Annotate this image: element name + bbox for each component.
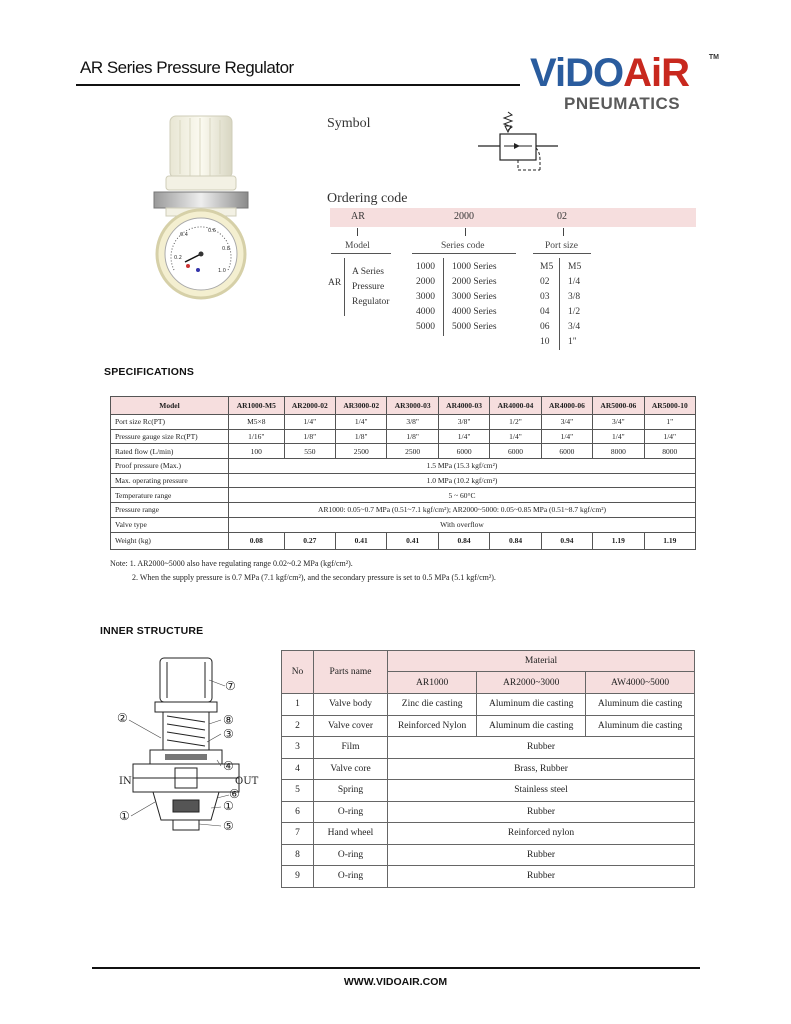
table-row xyxy=(282,801,695,823)
spec-row-rated-flow xyxy=(111,444,696,459)
spec-row-label: Proof pressure (Max.) xyxy=(111,459,229,474)
spec-cell: 1/8" xyxy=(387,429,438,444)
spec-header-cell: AR2000-02 xyxy=(284,397,335,415)
spec-row-proof-pressure xyxy=(111,459,696,474)
ordering-model-name-1: A Series xyxy=(352,267,384,277)
table-row xyxy=(282,737,695,759)
spec-cell: M5×8 xyxy=(229,415,285,430)
materials-header-row-1 xyxy=(282,651,695,672)
spec-cell: 1/4" xyxy=(490,429,541,444)
materials-subheader: AW4000~5000 xyxy=(586,672,695,694)
ordering-code-rule-model xyxy=(331,253,391,254)
spec-row-label: Port size Rc(PT) xyxy=(111,415,229,430)
specifications-title: SPECIFICATIONS xyxy=(104,366,195,378)
spec-header-row xyxy=(111,397,696,415)
callout-3: ③ xyxy=(223,727,234,741)
spec-cell: 1.0 MPa (10.2 kgf/cm²) xyxy=(229,473,696,488)
series-code: 3000 xyxy=(416,292,435,302)
spec-cell: 3/4" xyxy=(541,415,592,430)
table-row xyxy=(282,823,695,845)
spec-cell: 5 ~ 60°C xyxy=(229,488,696,503)
material-cell: Reinforced nylon xyxy=(388,823,695,845)
spec-cell: 2500 xyxy=(336,444,387,459)
spec-header-cell: AR3000-03 xyxy=(387,397,438,415)
spec-header-cell: AR5000-10 xyxy=(644,397,695,415)
logo-wordmark xyxy=(530,50,689,96)
spec-cell: 1/4" xyxy=(541,429,592,444)
series-name: 3000 Series xyxy=(452,292,497,302)
materials-subheader: AR2000~3000 xyxy=(477,672,586,694)
material-cell: Aluminum die casting xyxy=(477,694,586,716)
spec-cell: 100 xyxy=(229,444,285,459)
part-name: Valve cover xyxy=(314,715,388,737)
table-row xyxy=(282,758,695,780)
spec-cell: 1/4" xyxy=(644,429,695,444)
materials-header-parts: Parts name xyxy=(314,651,388,694)
spec-cell: 1/4" xyxy=(593,429,644,444)
ordering-code-port: 02 xyxy=(557,211,567,222)
spec-cell: 0.84 xyxy=(438,532,489,549)
spec-row-label: Max. operating pressure xyxy=(111,473,229,488)
spec-cell: 1" xyxy=(644,415,695,430)
spec-header-cell: AR1000-M5 xyxy=(229,397,285,415)
spec-cell: 8000 xyxy=(644,444,695,459)
materials-header-no: No xyxy=(282,651,314,694)
specifications-table xyxy=(110,396,696,550)
series-code: 5000 xyxy=(416,322,435,332)
ordering-code-header-model: Model xyxy=(345,241,370,251)
spec-row-label: Temperature range xyxy=(111,488,229,503)
spec-cell: 1/8" xyxy=(284,429,335,444)
callout-8: ⑧ xyxy=(223,713,234,727)
ordering-model-name-2: Pressure xyxy=(352,282,385,292)
spec-cell: 1/8" xyxy=(336,429,387,444)
spec-cell: 6000 xyxy=(541,444,592,459)
spec-cell: 1.5 MPa (15.3 kgf/cm²) xyxy=(229,459,696,474)
gauge-tick-0-6: 0.6 xyxy=(208,228,216,234)
port-size: 3/4 xyxy=(568,322,581,332)
callout-5: ⑤ xyxy=(223,819,234,833)
series-code: 2000 xyxy=(416,277,435,287)
spec-header-cell: AR3000-02 xyxy=(336,397,387,415)
ordering-code-rule-series xyxy=(412,253,516,254)
material-cell: Brass, Rubber xyxy=(388,758,695,780)
inner-in-label: IN xyxy=(119,776,132,787)
port-size: 1" xyxy=(568,337,577,347)
spec-cell: 1.19 xyxy=(644,532,695,549)
ordering-model-divider xyxy=(344,258,345,316)
part-name: Hand wheel xyxy=(314,823,388,845)
spec-cell: 0.94 xyxy=(541,532,592,549)
callout-6: ⑥ xyxy=(229,787,240,801)
spec-row-label: Rated flow (L/min) xyxy=(111,444,229,459)
port-size: 3/8 xyxy=(568,292,581,302)
port-code: 03 xyxy=(540,292,550,302)
spec-cell: 6000 xyxy=(438,444,489,459)
material-cell: Rubber xyxy=(388,866,695,888)
spec-row-max-pressure xyxy=(111,473,696,488)
logo-brand-part-1: ViDO xyxy=(530,51,624,95)
ordering-code-tick-model xyxy=(357,228,358,236)
title-rule xyxy=(76,84,524,86)
spec-cell: 0.41 xyxy=(336,532,387,549)
material-cell: Aluminum die casting xyxy=(586,715,695,737)
materials-table xyxy=(281,650,695,888)
port-code: 02 xyxy=(540,277,550,287)
inner-structure-title: INNER STRUCTURE xyxy=(100,625,204,637)
spec-cell: 1.19 xyxy=(593,532,644,549)
spec-row-pressure-range xyxy=(111,503,696,518)
inner-out-label: OUT xyxy=(235,776,259,787)
spec-header-cell: AR4000-04 xyxy=(490,397,541,415)
series-code: 4000 xyxy=(416,307,435,317)
spec-row-temperature xyxy=(111,488,696,503)
spec-header-cell: AR5000-06 xyxy=(593,397,644,415)
material-cell: Rubber xyxy=(388,801,695,823)
gauge-tick-0-4: 0.4 xyxy=(180,232,188,238)
ordering-code-tick-series xyxy=(465,228,466,236)
part-no: 7 xyxy=(282,823,314,845)
ordering-port-list xyxy=(540,260,581,350)
port-size: 1/4 xyxy=(568,277,581,287)
part-no: 8 xyxy=(282,844,314,866)
materials-header-material: Material xyxy=(388,651,695,672)
spec-cell: With overflow xyxy=(229,517,696,532)
material-cell: Rubber xyxy=(388,737,695,759)
footer-rule xyxy=(92,967,700,969)
part-no: 9 xyxy=(282,866,314,888)
spec-header-cell: AR4000-06 xyxy=(541,397,592,415)
callout-7: ⑦ xyxy=(225,679,236,693)
part-name: O-ring xyxy=(314,844,388,866)
series-name: 5000 Series xyxy=(452,322,497,332)
spec-row-valve-type xyxy=(111,517,696,532)
logo-subtitle: PNEUMATICS xyxy=(564,94,681,113)
series-name: 1000 Series xyxy=(452,262,497,272)
spec-row-gauge-size xyxy=(111,429,696,444)
spec-cell: 8000 xyxy=(593,444,644,459)
port-code: 04 xyxy=(540,307,550,317)
ordering-code-band xyxy=(330,208,696,227)
part-no: 4 xyxy=(282,758,314,780)
table-row xyxy=(282,694,695,716)
part-no: 5 xyxy=(282,780,314,802)
spec-cell: AR1000: 0.05~0.7 MPa (0.51~7.1 kgf/cm²); AR2000~5000: 0.05~0.85 MPa (0.51~8.7 kgf/cm²) xyxy=(229,503,696,518)
part-no: 3 xyxy=(282,737,314,759)
spec-cell: 0.08 xyxy=(229,532,285,549)
table-row xyxy=(282,780,695,802)
spec-row-label: Weight (kg) xyxy=(111,532,229,549)
port-code: M5 xyxy=(540,262,554,272)
callout-2: ② xyxy=(117,711,128,725)
spec-note-2: 2. When the supply pressure is 0.7 MPa (7.1 kgf/cm²), and the secondary pressure is set to 0.5 MPa (5.1 kgf/cm²). xyxy=(132,573,496,582)
spec-cell: 3/8" xyxy=(387,415,438,430)
part-no: 1 xyxy=(282,694,314,716)
spec-cell: 0.41 xyxy=(387,532,438,549)
material-cell: Reinforced Nylon xyxy=(388,715,477,737)
ordering-code-model: AR xyxy=(351,211,365,222)
spec-header-cell: Model xyxy=(111,397,229,415)
logo-brand-part-2: AiR xyxy=(623,51,689,95)
spec-note-1: Note: 1. AR2000~5000 also have regulating range 0.02~0.2 MPa (kgf/cm²). xyxy=(110,559,353,568)
part-name: Valve core xyxy=(314,758,388,780)
footer-website-link[interactable]: WWW.VIDOAIR.COM xyxy=(343,976,448,988)
spec-cell: 6000 xyxy=(490,444,541,459)
spec-row-label: Pressure gauge size Rc(PT) xyxy=(111,429,229,444)
ordering-code-label: Ordering code xyxy=(327,191,408,206)
spec-cell: 3/4" xyxy=(593,415,644,430)
spec-cell: 2500 xyxy=(387,444,438,459)
spec-cell: 550 xyxy=(284,444,335,459)
part-name: Spring xyxy=(314,780,388,802)
port-size: 1/2 xyxy=(568,307,581,317)
port-code: 10 xyxy=(540,337,550,347)
table-row xyxy=(282,715,695,737)
spec-cell: 1/4" xyxy=(336,415,387,430)
part-name: Film xyxy=(314,737,388,759)
table-row xyxy=(282,844,695,866)
table-row xyxy=(282,866,695,888)
pressure-regulator-symbol xyxy=(478,108,558,178)
part-no: 6 xyxy=(282,801,314,823)
spec-cell: 0.84 xyxy=(490,532,541,549)
spec-cell: 0.27 xyxy=(284,532,335,549)
part-no: 2 xyxy=(282,715,314,737)
spec-row-port-size xyxy=(111,415,696,430)
spec-header-cell: AR4000-03 xyxy=(438,397,489,415)
spec-row-label: Valve type xyxy=(111,517,229,532)
ordering-code-series: 2000 xyxy=(454,211,474,222)
port-code: 06 xyxy=(540,322,550,332)
part-name: O-ring xyxy=(314,866,388,888)
ordering-model-name-3: Regulator xyxy=(352,297,390,307)
gauge-tick-0-8: 0.8 xyxy=(222,246,230,252)
spec-cell: 1/16" xyxy=(229,429,285,444)
material-cell: Rubber xyxy=(388,844,695,866)
ordering-code-header-port: Port size xyxy=(545,241,578,251)
regulator-cross-section-drawing xyxy=(105,650,285,850)
material-cell: Aluminum die casting xyxy=(586,694,695,716)
callout-1-right: ① xyxy=(223,799,234,813)
spec-cell: 1/2" xyxy=(490,415,541,430)
symbol-label: Symbol xyxy=(327,116,371,131)
port-size: M5 xyxy=(568,262,582,272)
ordering-code-tick-port xyxy=(563,228,564,236)
ordering-code-rule-port xyxy=(533,253,591,254)
series-name: 4000 Series xyxy=(452,307,497,317)
part-name: Valve body xyxy=(314,694,388,716)
material-cell: Zinc die casting xyxy=(388,694,477,716)
spec-cell: 1/4" xyxy=(284,415,335,430)
pressure-regulator-with-gauge-image xyxy=(130,110,270,320)
ordering-series-list xyxy=(416,260,497,335)
part-name: O-ring xyxy=(314,801,388,823)
material-cell: Aluminum die casting xyxy=(477,715,586,737)
logo-trademark: TM xyxy=(708,54,719,61)
page-title: AR Series Pressure Regulator xyxy=(80,58,294,77)
callout-4: ④ xyxy=(223,759,234,773)
gauge-tick-0-2: 0.2 xyxy=(174,255,182,261)
spec-row-label: Pressure range xyxy=(111,503,229,518)
ordering-model-code: AR xyxy=(328,278,342,288)
series-code: 1000 xyxy=(416,262,435,272)
spec-cell: 1/4" xyxy=(438,429,489,444)
ordering-code-header-series: Series code xyxy=(441,241,485,251)
spec-cell: 3/8" xyxy=(438,415,489,430)
materials-subheader: AR1000 xyxy=(388,672,477,694)
callout-1-left: ① xyxy=(119,809,130,823)
spec-row-weight xyxy=(111,532,696,549)
gauge-tick-1-0: 1.0 xyxy=(218,268,226,274)
series-name: 2000 Series xyxy=(452,277,497,287)
material-cell: Stainless steel xyxy=(388,780,695,802)
